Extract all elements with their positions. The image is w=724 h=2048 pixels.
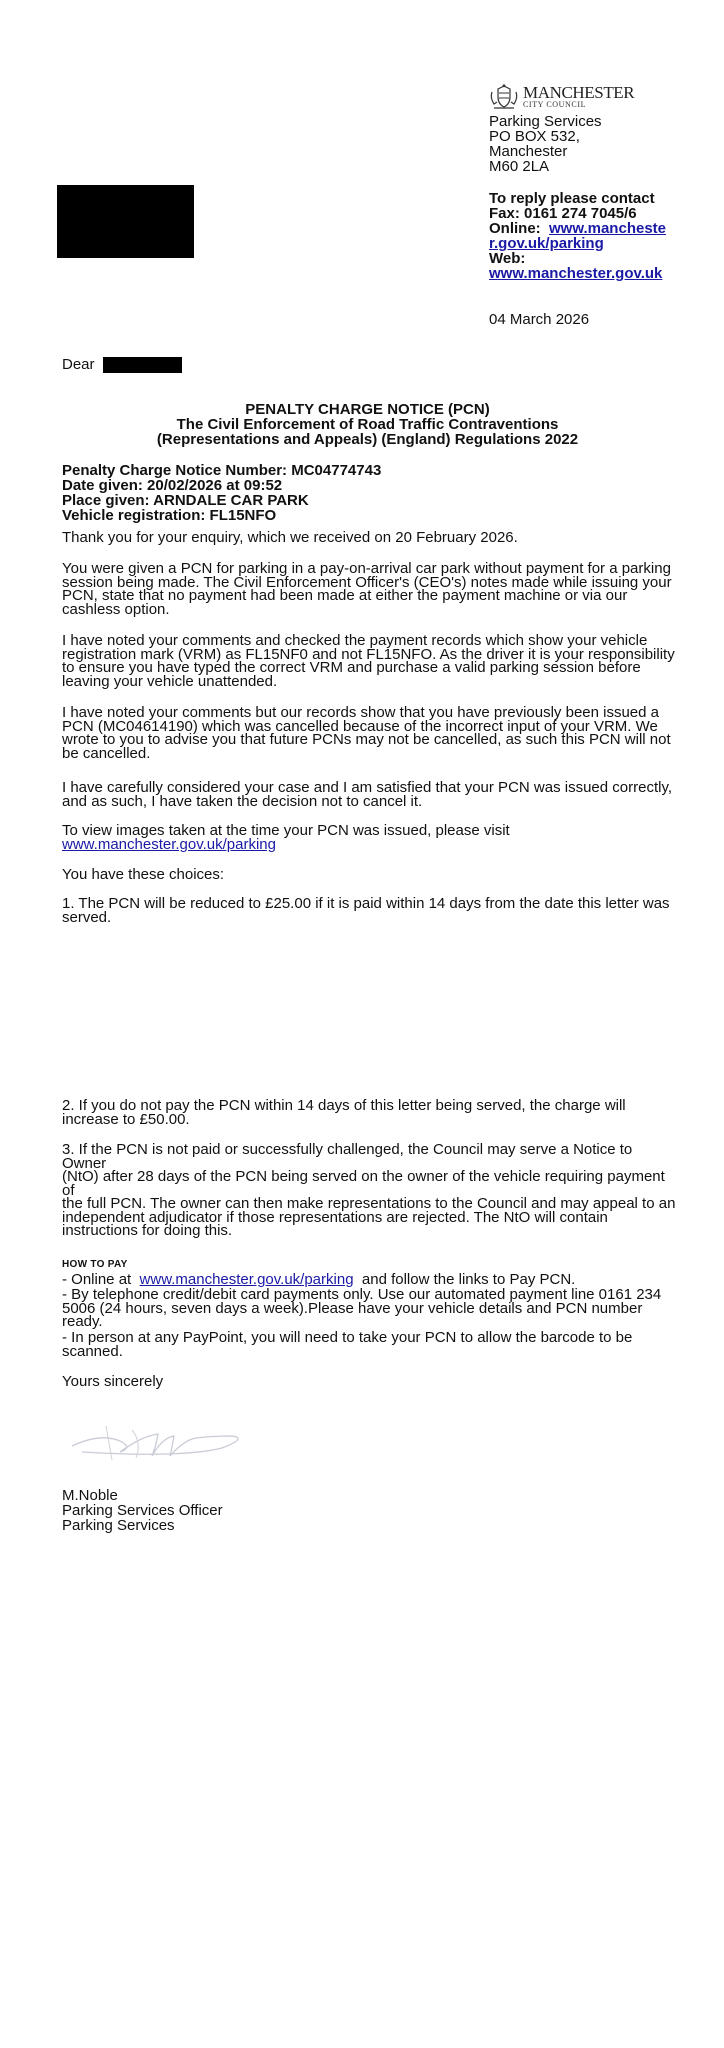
logo-name: MANCHESTER bbox=[523, 83, 635, 102]
greeting-line bbox=[62, 356, 182, 373]
choice-1 bbox=[62, 897, 676, 924]
choice-2 bbox=[62, 1099, 676, 1126]
title-line-3: (Representations and Appeals) (England) Regulations 2022 bbox=[156, 431, 579, 448]
paragraph-decision bbox=[62, 781, 676, 808]
text-line: independent adjudicator if those representations are rejected. The NtO will contain bbox=[62, 1208, 608, 1226]
online-link-continued[interactable]: r.gov.uk/parking bbox=[489, 235, 604, 252]
web-link[interactable]: www.manchester.gov.uk bbox=[489, 265, 663, 282]
pay-online bbox=[62, 1273, 676, 1287]
text-line: 3. If the PCN is not paid or successfully challenged, the Council may serve a Notice to Owner bbox=[62, 1141, 633, 1172]
signature-image bbox=[62, 1412, 252, 1470]
paragraph-payment-records bbox=[62, 634, 676, 688]
online-line bbox=[489, 221, 669, 236]
text-line: - By telephone credit/debit card payments only. Use our automated payment line 0161 234 bbox=[62, 1286, 662, 1303]
letter-title bbox=[62, 402, 673, 447]
address-line: Parking Services bbox=[489, 113, 602, 130]
date-given: Date given: 20/02/2026 at 09:52 bbox=[62, 477, 283, 494]
text-line: 5006 (24 hours, seven days a week).Please have your vehicle details and PCN number bbox=[62, 1299, 643, 1317]
text-line: session being made. The Civil Enforcement Officer's (CEO's) notes made while issuing your bbox=[62, 573, 672, 591]
how-to-pay-heading: HOW TO PAY bbox=[62, 1259, 128, 1270]
logo-sub: CITY COUNCIL bbox=[523, 100, 587, 109]
signatory-block bbox=[62, 1488, 223, 1533]
paragraph-choices-intro: You have these choices: bbox=[62, 866, 225, 883]
letter-date: 04 March 2026 bbox=[489, 311, 590, 328]
signatory-name: M.Noble bbox=[62, 1487, 118, 1504]
text-line: served. bbox=[62, 908, 112, 926]
text-line: ready. bbox=[62, 1313, 103, 1330]
council-logo bbox=[489, 84, 709, 110]
text-line: registration mark (VRM) as FL15NF0 and not FL15NFO. As the driver it is your responsibility bbox=[62, 645, 675, 663]
reply-heading: To reply please contact bbox=[489, 190, 655, 207]
paragraph-view-images bbox=[62, 824, 676, 851]
place-given: Place given: ARNDALE CAR PARK bbox=[62, 492, 309, 509]
pcn-number: Penalty Charge Notice Number: MC04774743 bbox=[62, 462, 382, 479]
text-line: I have noted your comments and checked the payment records which show your vehicle bbox=[62, 632, 648, 649]
text-line: You were given a PCN for parking in a pay-on-arrival car park without payment for a parking bbox=[62, 560, 671, 577]
reply-contact-block bbox=[489, 191, 669, 281]
text-line: scanned. bbox=[62, 1342, 123, 1360]
address-line: PO BOX 532, bbox=[489, 128, 580, 145]
text-line: To view images taken at the time your PCN was issued, please visit bbox=[62, 822, 510, 839]
text-line: leaving your vehicle unattended. bbox=[62, 672, 278, 690]
redacted-recipient-address bbox=[57, 185, 194, 258]
sender-address-block bbox=[489, 84, 709, 174]
text-line: PCN (MC04614190) which was cancelled because of the incorrect input of your VRM. We bbox=[62, 717, 658, 735]
text-line: PCN, state that no payment had been made at either the payment machine or via our bbox=[62, 587, 628, 604]
text-line: I have noted your comments but our records show that you have previously been issued a bbox=[62, 704, 660, 721]
title-line-1: PENALTY CHARGE NOTICE (PCN) bbox=[245, 401, 490, 418]
coat-of-arms-icon bbox=[489, 84, 519, 110]
text-line: and as such, I have taken the decision not to cancel it. bbox=[62, 792, 423, 810]
text-line: increase to £50.00. bbox=[62, 1110, 190, 1128]
pay-online-suffix: and follow the links to Pay PCN. bbox=[361, 1271, 576, 1288]
pay-paypoint bbox=[62, 1331, 676, 1358]
text-line: 1. The PCN will be reduced to £25.00 if it is paid within 14 days from the date this letter was bbox=[62, 895, 670, 912]
text-line: cashless option. bbox=[62, 600, 170, 618]
pay-online-prefix: - Online at bbox=[62, 1271, 132, 1288]
paragraph-enquiry: Thank you for your enquiry, which we received on 20 February 2026. bbox=[62, 529, 518, 546]
text-line: - In person at any PayPoint, you will need to take your PCN to allow the barcode to be bbox=[62, 1329, 633, 1346]
paragraph-pcn-reason bbox=[62, 562, 676, 616]
address-line: M60 2LA bbox=[489, 158, 550, 175]
greeting: Dear bbox=[62, 356, 95, 373]
web-label: Web: bbox=[489, 250, 526, 267]
vehicle-registration: Vehicle registration: FL15NFO bbox=[62, 507, 277, 524]
paragraph-previous-pcn bbox=[62, 706, 676, 760]
text-line: to ensure you have typed the correct VRM and purchase a valid parking session before bbox=[62, 659, 641, 676]
sign-off: Yours sincerely bbox=[62, 1373, 164, 1390]
text-line: the full PCN. The owner can then make representations to the Council and may appeal to an bbox=[62, 1195, 676, 1212]
text-line: be cancelled. bbox=[62, 744, 151, 762]
signatory-department: Parking Services bbox=[62, 1517, 175, 1534]
online-link[interactable]: www.mancheste bbox=[549, 220, 666, 237]
redacted-recipient-name bbox=[103, 357, 182, 373]
signatory-role: Parking Services Officer bbox=[62, 1502, 223, 1519]
online-label: Online: bbox=[489, 220, 541, 237]
pay-online-link[interactable]: www.manchester.gov.uk/parking bbox=[139, 1271, 354, 1288]
text-line: 2. If you do not pay the PCN within 14 days of this letter being served, the charge will bbox=[62, 1097, 626, 1114]
pay-telephone bbox=[62, 1288, 676, 1329]
choice-3 bbox=[62, 1143, 676, 1238]
text-line: I have carefully considered your case and I am satisfied that your PCN was issued correctly, bbox=[62, 779, 672, 796]
title-line-2: The Civil Enforcement of Road Traffic Contraventions bbox=[176, 416, 559, 433]
text-line: (NtO) after 28 days of the PCN being served on the owner of the vehicle requiring payment of bbox=[62, 1168, 665, 1199]
pcn-details bbox=[62, 463, 673, 523]
parking-images-link[interactable]: www.manchester.gov.uk/parking bbox=[62, 835, 276, 853]
text-line: wrote to you to advise you that future PCNs may not be cancelled, as such this PCN will not bbox=[62, 731, 671, 748]
address-line: Manchester bbox=[489, 143, 568, 160]
text-line: instructions for doing this. bbox=[62, 1222, 233, 1239]
fax-line: Fax: 0161 274 7045/6 bbox=[489, 205, 637, 222]
